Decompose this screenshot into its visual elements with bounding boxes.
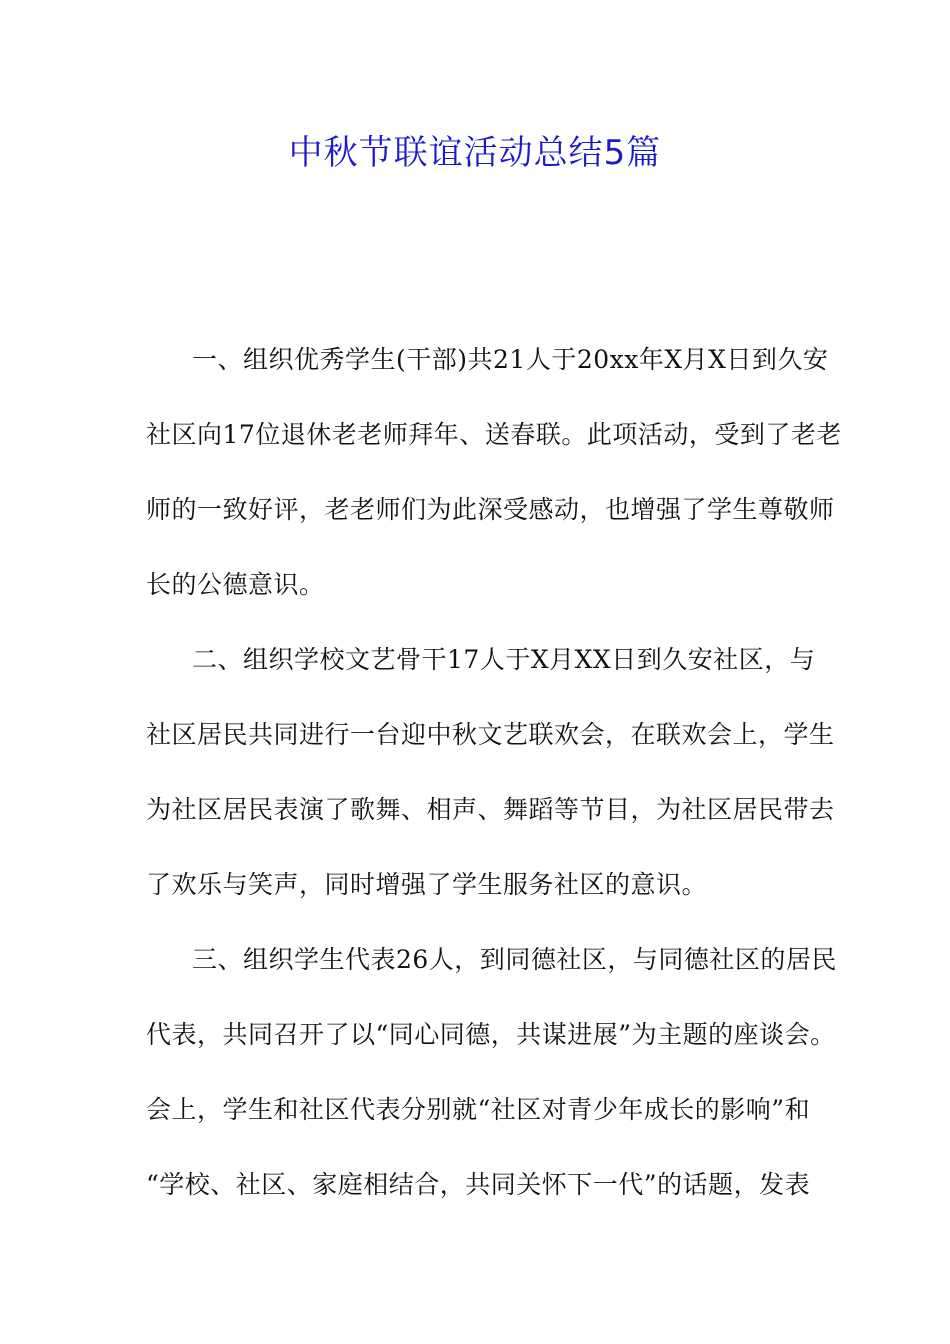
paragraph-line: 社区向17位退休老老师拜年、送春联。此项活动，受到了老老 bbox=[146, 420, 842, 449]
paragraph-line: 代表，共同召开了以“同心同德，共谋进展”为主题的座谈会。 bbox=[146, 1020, 836, 1049]
paragraph-line: 社区居民共同进行一台迎中秋文艺联欢会，在联欢会上，学生 bbox=[146, 720, 835, 749]
paragraph-line: 师的一致好评，老老师们为此深受感动，也增强了学生尊敬师 bbox=[146, 495, 835, 524]
paragraph-line: 了欢乐与笑声，同时增强了学生服务社区的意识。 bbox=[146, 870, 708, 899]
paragraph-line: 一、组织优秀学生(干部)共21人于20xx年X月X日到久安 bbox=[192, 345, 829, 374]
document-body bbox=[146, 334, 842, 1234]
paragraph-line: 三、组织学生代表26人，到同德社区，与同德社区的居民 bbox=[192, 945, 837, 974]
paragraph-line: 为社区居民表演了歌舞、相声、舞蹈等节目，为社区居民带去 bbox=[146, 795, 835, 824]
document-title: 中秋节联谊活动总结5篇 bbox=[288, 133, 662, 173]
paragraph-line: 二、组织学校文艺骨干17人于X月XX日到久安社区，与 bbox=[192, 645, 816, 674]
paragraph-line: 会上，学生和社区代表分别就“社区对青少年成长的影响”和 bbox=[146, 1095, 811, 1124]
paragraph-line: 长的公德意识。 bbox=[146, 570, 325, 599]
paragraph-line: “学校、社区、家庭相结合，共同关怀下一代”的话题，发表 bbox=[146, 1170, 811, 1199]
